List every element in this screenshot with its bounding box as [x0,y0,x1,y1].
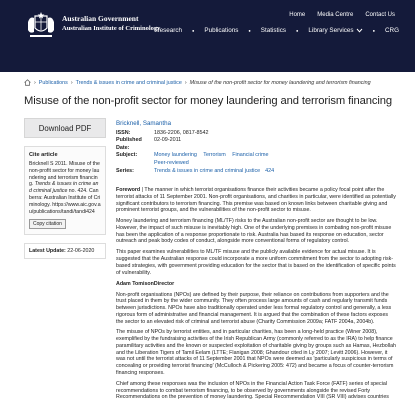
subject-link-money-laundering[interactable]: Money laundering [154,152,197,159]
breadcrumb-separator: › [70,79,73,86]
series-number[interactable]: 424 [265,167,275,174]
copy-citation-button[interactable]: Copy citation [29,219,66,229]
nav-separator: ● [248,28,251,33]
article-body [116,187,396,405]
series-link[interactable]: Trends & issues in crime and criminal justice [154,167,261,174]
publication-meta [116,120,396,175]
breadcrumb [24,79,371,86]
citation-text: Bricknell S 2011. Misuse of the non-profit sector for money laundering and terrorism financing. Trends & issues in crime and criminal justice no. 424. Canberra: Australian Institute of Criminology. https://www.aic.gov.au/publications/tandi/tandi424 [29,161,101,215]
home-icon[interactable] [24,79,31,86]
cite-article-box [24,146,106,235]
download-pdf-button[interactable]: Download PDF [24,118,106,138]
cite-heading: Cite article [29,152,58,158]
meta-series: Series: Trends & issues in crime and criminal justice 424 [116,167,275,174]
latest-update [24,243,106,259]
institute-name: Australian Institute of Criminology [62,25,161,32]
paragraph: Money laundering and terrorism financing (ML/TF) risks to the Australian non-profit sector are thought to be low. However, the impact of such misuse is inevitably high. One of the underlying premises in combating non-profit misuse has been the application of a response proportionate to risk. Australia has based its response on education, sector outreach and peak body codes of conduct, alongside more conventional forms of regulatory control. [116,218,392,245]
subject-link-financial-crime[interactable]: Financial crime [232,152,269,159]
site-header [0,0,415,72]
nav-publications[interactable]: Publications [204,27,239,34]
breadcrumb-current: Misuse of the non-profit sector for money laundering and terrorism financing [189,79,371,86]
nav-separator: ● [191,28,195,33]
breadcrumb-separator: › [34,79,36,86]
paragraph: This paper examines vulnerabilities to ML/TF misuse and the publicly available evidence for actual misuse. It is suggested that the Australian response could incorporate a more uniform commitment from the sector to adopting risk-based strategies, with government providing education for the sector that is based on the identification of specific points of vulnerability. [116,249,396,276]
chevron-down-icon [356,28,363,33]
latest-update-value: 22-06-2020 [67,248,95,255]
meta-published: Published Date: 02-09-2011 [116,137,182,151]
main-nav [155,27,399,34]
author-link[interactable]: Bricknell, Samantha [116,120,172,127]
meta-subject: Subject: Money laundering Terrorism Financial crime [116,152,269,159]
nav-crg[interactable]: CRG [385,27,399,34]
site-logo[interactable] [24,12,160,40]
sidebar [24,118,106,259]
meta-subject-extra [116,160,396,168]
nav-research[interactable]: Research [155,27,182,34]
top-link-home[interactable]: Home [289,12,306,18]
latest-update-label: Latest Update: [29,248,66,255]
nav-separator: ● [296,28,299,33]
nav-library-services[interactable] [308,27,362,34]
breadcrumb-publications[interactable]: Publications [38,79,68,86]
breadcrumb-separator: › [184,79,187,86]
meta-issn: ISSN: 1836-2206, 0817-8542 [116,129,209,136]
coat-of-arms-icon [24,12,58,40]
signature: Adam TomisonDirector [116,280,175,287]
breadcrumb-trends-issues[interactable]: Trends & issues in crime and criminal justice [75,79,182,86]
top-link-media-centre[interactable]: Media Centre [317,12,354,18]
nav-statistics[interactable]: Statistics [260,27,286,34]
paragraph: The misuse of NPOs by terrorist entities, and in particular charities, has been a long-held practice (Winer 2008), exemplified by the fundraising activities of the Irish Republican Army (commonly referred to as the IRA) to help finance paramilitary activities and the known or suspected exploitation of charitable giving by groups such as Hamas, Hezbollah and the Liberation Tigers of Tamil Eelam (LTTE; Flanigan 2008; Ghandour cited in Ly 2007; Levitt 2006). However, it was not until the terrorist attacks of 11 September 2001 that NPOs were deemed as 'particularly suspicious in terms of concealing or providing terrorist financing' (McCulloch & Pickering 2005: 472) and became a focus of counter-terrorism financing responses. [116,329,397,376]
paragraph: Non-profit organisations (NPOs) are defined by their purpose, their reliance on contributions from supporters and the trust placed in them by the wider community. They often process large amounts of cash and regularly transmit funds between jurisdictions. NPOs have also traditionally operated under less formal regulatory control and generally, a less rigorous form of administrative and financial management. It is argued that the combination of these factors exposes the sector to an elevated risk of criminal and terrorist abuse (Charity Commission 2009a; FATF 2004a, 2004b). [116,291,392,325]
nav-separator: ● [372,28,375,33]
top-link-contact-us[interactable]: Contact Us [365,12,395,18]
foreword-paragraph: Foreword | The manner in which terrorist organisations finance their activities became a policy focal point after the terrorist attacks of 11 September 2001. Non-profit organisations, and charities in particular, were identified as potentially significant contributors to terrorism financing. This premise was based on known links between charitable giving and prominent terrorist groups, and the vulnerabilities of the non-profit sector to misuse. [116,187,396,214]
page-title: Misuse of the non-profit sector for money laundering and terrorism financing [24,95,392,107]
subject-link-terrorism[interactable]: Terrorism [203,152,226,159]
government-name: Australian Government [62,14,139,23]
paragraph: Chief among these responses was the inclusion of NPOs in the Financial Action Task Force (FATF) series of special recommendations to combat terrorism financing, to be observed by governments alongside the revised Forty Recommendations on the prevention of money laundering. Special Recommendation VIII (SR VIII) advises countries [116,380,389,401]
top-nav [289,12,395,18]
nav-library-services-label: Library Services [308,27,354,34]
subject-link-peer-reviewed[interactable]: Peer-reviewed [154,159,189,166]
